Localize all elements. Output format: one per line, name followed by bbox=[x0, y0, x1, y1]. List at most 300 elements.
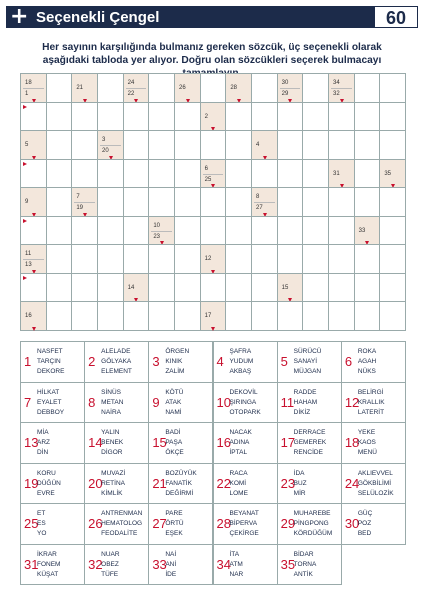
letter-cell[interactable] bbox=[97, 187, 124, 217]
letter-cell[interactable] bbox=[302, 301, 329, 331]
letter-cell[interactable] bbox=[148, 187, 175, 217]
option-word[interactable]: NÜKS bbox=[357, 368, 376, 375]
letter-cell[interactable] bbox=[148, 159, 175, 189]
option-word[interactable]: HİLKAT bbox=[37, 388, 60, 396]
letter-cell[interactable] bbox=[302, 130, 329, 160]
letter-cell[interactable] bbox=[200, 187, 227, 217]
letter-cell[interactable] bbox=[148, 273, 175, 303]
option-word[interactable]: BED bbox=[357, 530, 372, 537]
letter-cell[interactable] bbox=[174, 273, 201, 303]
letter-cell[interactable] bbox=[174, 159, 201, 189]
letter-cell[interactable] bbox=[123, 301, 150, 331]
clue-number: 28 bbox=[230, 85, 238, 91]
option-word[interactable]: SİNÜS bbox=[101, 388, 122, 396]
option-word[interactable]: SÜRÜCÜ bbox=[293, 348, 322, 355]
option-word[interactable]: KORU bbox=[37, 469, 56, 477]
option-word[interactable]: DEĞİRMİ bbox=[165, 489, 194, 497]
option-word[interactable]: İDA bbox=[293, 469, 305, 477]
option-word[interactable]: GEMEREK bbox=[293, 439, 327, 446]
letter-cell[interactable] bbox=[225, 301, 252, 331]
option-word[interactable]: GÖKBİLİMİ bbox=[357, 479, 392, 487]
clue-divider bbox=[151, 231, 172, 232]
clue-cell bbox=[277, 273, 304, 303]
clue-number: 17 bbox=[204, 313, 212, 320]
option-word[interactable]: MENÜ bbox=[357, 449, 377, 456]
right-arrow-icon bbox=[23, 105, 27, 109]
option-word[interactable]: LOME bbox=[229, 489, 248, 497]
letter-cell[interactable] bbox=[97, 102, 124, 132]
option-box bbox=[213, 382, 278, 424]
letter-cell[interactable] bbox=[277, 187, 304, 217]
option-word[interactable]: KÖRDÜĞÜM bbox=[293, 530, 333, 537]
option-word[interactable]: OTOPARK bbox=[229, 408, 261, 416]
option-number: 35 bbox=[280, 556, 296, 572]
option-word[interactable]: YALIN bbox=[101, 429, 120, 436]
letter-cell[interactable] bbox=[123, 102, 150, 132]
clue-cell bbox=[97, 130, 124, 160]
letter-cell[interactable] bbox=[97, 301, 124, 331]
letter-cell[interactable] bbox=[71, 159, 98, 189]
clue-cell bbox=[251, 187, 278, 217]
letter-cell[interactable] bbox=[200, 73, 227, 103]
clue-number: 9 bbox=[25, 199, 29, 206]
option-word[interactable]: ÖRGEN bbox=[165, 348, 190, 355]
option-word[interactable]: MÜJGAN bbox=[293, 368, 322, 375]
option-word[interactable]: İKRAR bbox=[37, 550, 57, 558]
clue-cell bbox=[174, 73, 201, 103]
letter-cell[interactable] bbox=[20, 102, 47, 132]
letter-cell[interactable] bbox=[379, 244, 406, 274]
letter-cell[interactable] bbox=[46, 102, 73, 132]
option-word[interactable]: HEMATOLOG bbox=[101, 520, 143, 527]
option-word[interactable]: NACAK bbox=[229, 429, 252, 436]
letter-cell[interactable] bbox=[71, 102, 98, 132]
letter-cell[interactable] bbox=[354, 102, 381, 132]
letter-cell[interactable] bbox=[328, 187, 355, 217]
letter-cell[interactable] bbox=[148, 301, 175, 331]
option-word[interactable]: LATERİT bbox=[357, 408, 385, 416]
option-word[interactable]: ATM bbox=[229, 560, 243, 568]
option-word[interactable]: BELİRGİ bbox=[357, 388, 384, 396]
option-number: 20 bbox=[88, 475, 103, 491]
option-number: 9 bbox=[152, 394, 160, 410]
option-word[interactable]: FEODALİTE bbox=[101, 530, 138, 537]
option-word[interactable]: ÖKÇE bbox=[165, 449, 184, 456]
option-number: 7 bbox=[24, 394, 32, 410]
down-arrow-icon bbox=[32, 327, 36, 331]
letter-cell[interactable] bbox=[123, 216, 150, 246]
option-word[interactable]: GÖLYAKA bbox=[101, 358, 132, 365]
option-word[interactable]: KÜŞAT bbox=[37, 570, 59, 578]
clue-cell bbox=[328, 159, 355, 189]
letter-cell[interactable] bbox=[328, 216, 355, 246]
clue-cell bbox=[20, 244, 47, 274]
letter-cell[interactable] bbox=[328, 102, 355, 132]
option-word[interactable]: NASFET bbox=[37, 348, 63, 355]
clue-divider bbox=[74, 202, 95, 203]
letter-cell[interactable] bbox=[123, 130, 150, 160]
letter-cell[interactable] bbox=[379, 187, 406, 217]
option-word[interactable]: POZ bbox=[357, 520, 372, 527]
letter-cell[interactable] bbox=[20, 273, 47, 303]
letter-cell[interactable] bbox=[277, 130, 304, 160]
clue-number: 33 bbox=[358, 227, 366, 234]
option-word[interactable]: ES bbox=[37, 520, 46, 527]
clue-number: 30 bbox=[281, 80, 289, 86]
option-word[interactable]: KAOS bbox=[357, 439, 376, 446]
letter-cell[interactable] bbox=[97, 159, 124, 189]
clue-number: 34 bbox=[333, 80, 340, 86]
option-word[interactable]: METAN bbox=[101, 398, 124, 406]
option-word[interactable]: RADDE bbox=[293, 388, 317, 396]
option-word[interactable]: YUDUM bbox=[229, 358, 254, 365]
letter-cell[interactable] bbox=[302, 73, 329, 103]
letter-cell[interactable] bbox=[97, 73, 124, 103]
option-word[interactable]: HAHAM bbox=[293, 398, 318, 406]
option-box bbox=[341, 503, 406, 545]
option-box bbox=[20, 503, 85, 545]
clue-cell bbox=[71, 73, 98, 103]
option-box bbox=[341, 382, 406, 424]
clue-cell bbox=[200, 102, 227, 132]
clue-cell bbox=[20, 130, 47, 160]
puzzle-title: Seçenekli Çengel bbox=[36, 9, 160, 26]
letter-cell[interactable] bbox=[148, 102, 175, 132]
option-word[interactable]: PAŞA bbox=[165, 439, 183, 446]
letter-cell[interactable] bbox=[123, 159, 150, 189]
option-word[interactable]: DİKİZ bbox=[293, 408, 311, 416]
letter-cell[interactable] bbox=[200, 273, 227, 303]
letter-cell[interactable] bbox=[71, 301, 98, 331]
clue-number: 26 bbox=[179, 85, 186, 91]
option-word[interactable]: ŞIRINGA bbox=[229, 398, 257, 406]
option-word[interactable]: ELEMENT bbox=[101, 368, 132, 375]
option-word[interactable]: EYALET bbox=[37, 398, 62, 406]
option-number: 29 bbox=[280, 516, 296, 532]
letter-cell[interactable] bbox=[174, 301, 201, 331]
clue-number: 25 bbox=[204, 176, 212, 183]
option-word[interactable]: TARÇIN bbox=[37, 358, 61, 365]
letter-cell[interactable] bbox=[354, 187, 381, 217]
option-box bbox=[84, 463, 149, 505]
option-word[interactable]: KOMİ bbox=[229, 479, 247, 487]
option-number: 4 bbox=[216, 354, 224, 370]
option-word[interactable]: NAMİ bbox=[165, 408, 182, 416]
option-word[interactable]: KÖTÜ bbox=[165, 388, 184, 396]
option-box bbox=[148, 503, 213, 545]
option-word[interactable]: PARE bbox=[165, 510, 183, 517]
option-word[interactable]: BADİ bbox=[165, 429, 181, 436]
option-box bbox=[277, 544, 342, 586]
option-word[interactable]: AGAH bbox=[357, 358, 377, 365]
letter-cell[interactable] bbox=[328, 244, 355, 274]
letter-cell[interactable] bbox=[251, 216, 278, 246]
option-box bbox=[277, 382, 342, 424]
option-word[interactable]: ROKA bbox=[357, 348, 377, 355]
option-word[interactable]: BENEK bbox=[101, 439, 124, 446]
letter-cell[interactable] bbox=[46, 130, 73, 160]
option-box bbox=[84, 341, 149, 383]
letter-cell[interactable] bbox=[379, 216, 406, 246]
option-word[interactable]: GÜÇ bbox=[357, 510, 373, 517]
letter-cell[interactable] bbox=[225, 130, 252, 160]
option-word[interactable]: NAR bbox=[229, 570, 244, 578]
clue-divider bbox=[203, 174, 224, 175]
clue-cell bbox=[200, 244, 227, 274]
option-number: 30 bbox=[344, 516, 360, 532]
clue-divider bbox=[331, 88, 352, 89]
clue-divider bbox=[23, 259, 44, 260]
letter-cell[interactable] bbox=[148, 244, 175, 274]
option-word[interactable]: DİN bbox=[37, 449, 49, 456]
option-word[interactable]: RETİNA bbox=[101, 479, 125, 487]
option-word[interactable]: FONEM bbox=[37, 560, 61, 568]
letter-cell[interactable] bbox=[46, 244, 73, 274]
letter-cell[interactable] bbox=[200, 130, 227, 160]
clue-number: 12 bbox=[204, 256, 212, 263]
letter-cell[interactable] bbox=[225, 216, 252, 246]
option-number: 15 bbox=[152, 435, 167, 451]
option-word[interactable]: DEBBOY bbox=[37, 408, 65, 416]
letter-cell[interactable] bbox=[97, 273, 124, 303]
letter-cell[interactable] bbox=[302, 187, 329, 217]
option-word[interactable]: RENCİDE bbox=[293, 449, 323, 456]
option-word[interactable]: NAİ bbox=[165, 550, 177, 558]
option-word[interactable]: YO bbox=[37, 530, 47, 537]
option-word[interactable]: BEYANAT bbox=[229, 510, 259, 517]
letter-cell[interactable] bbox=[200, 216, 227, 246]
letter-cell[interactable] bbox=[379, 273, 406, 303]
letter-cell[interactable] bbox=[71, 216, 98, 246]
option-word[interactable]: DEKORE bbox=[37, 368, 65, 375]
letter-cell[interactable] bbox=[174, 244, 201, 274]
letter-cell[interactable] bbox=[225, 102, 252, 132]
letter-cell[interactable] bbox=[328, 301, 355, 331]
letter-cell[interactable] bbox=[354, 244, 381, 274]
option-box bbox=[277, 422, 342, 464]
clue-number: 35 bbox=[384, 170, 392, 177]
option-word[interactable]: YEKE bbox=[357, 429, 376, 436]
option-word[interactable]: MİR bbox=[293, 489, 306, 497]
option-box bbox=[20, 341, 85, 383]
letter-cell[interactable] bbox=[379, 130, 406, 160]
letter-cell[interactable] bbox=[354, 159, 381, 189]
option-number: 8 bbox=[88, 394, 96, 410]
letter-cell[interactable] bbox=[328, 273, 355, 303]
letter-cell[interactable] bbox=[46, 73, 73, 103]
option-word[interactable]: SANAYİ bbox=[293, 358, 318, 365]
letter-cell[interactable] bbox=[277, 102, 304, 132]
clue-number: 14 bbox=[127, 284, 135, 291]
option-number: 17 bbox=[280, 435, 296, 451]
option-box bbox=[213, 422, 278, 464]
letter-cell[interactable] bbox=[71, 273, 98, 303]
letter-cell[interactable] bbox=[302, 159, 329, 189]
letter-cell[interactable] bbox=[46, 216, 73, 246]
option-word[interactable]: DÜĞÜN bbox=[37, 479, 61, 487]
letter-cell[interactable] bbox=[174, 102, 201, 132]
clue-number: 21 bbox=[76, 85, 84, 91]
clue-cell bbox=[20, 73, 47, 103]
option-word[interactable]: AKLIEVVEL bbox=[357, 469, 393, 477]
clue-cell bbox=[20, 301, 47, 331]
letter-cell[interactable] bbox=[71, 244, 98, 274]
option-word[interactable]: TORNA bbox=[293, 560, 317, 568]
option-word[interactable]: PİNGPONG bbox=[293, 520, 329, 527]
option-word[interactable]: BUZ bbox=[293, 479, 307, 487]
option-word[interactable]: ALELADE bbox=[101, 348, 131, 355]
option-word[interactable]: NUAR bbox=[101, 550, 120, 558]
option-word[interactable]: EŞEK bbox=[165, 530, 183, 537]
option-word[interactable]: MİA bbox=[37, 429, 49, 436]
puzzle-grid bbox=[20, 73, 405, 330]
letter-cell[interactable] bbox=[251, 102, 278, 132]
option-word[interactable]: BİDAR bbox=[293, 550, 314, 558]
letter-cell[interactable] bbox=[277, 159, 304, 189]
clue-number: 3 bbox=[102, 137, 106, 144]
letter-cell[interactable] bbox=[123, 244, 150, 274]
option-word[interactable]: AKBAŞ bbox=[229, 368, 252, 375]
option-word[interactable]: SELÜLOZİK bbox=[357, 489, 394, 497]
letter-cell[interactable] bbox=[354, 273, 381, 303]
clue-cell bbox=[200, 301, 227, 331]
clue-number: 29 bbox=[281, 91, 289, 97]
clue-cell bbox=[123, 273, 150, 303]
letter-cell[interactable] bbox=[328, 130, 355, 160]
option-word[interactable]: EVRE bbox=[37, 489, 55, 497]
option-word[interactable]: ARZ bbox=[37, 439, 50, 446]
letter-cell[interactable] bbox=[46, 159, 73, 189]
letter-cell[interactable] bbox=[20, 216, 47, 246]
letter-cell[interactable] bbox=[46, 187, 73, 217]
option-word[interactable]: ANTRENMAN bbox=[101, 510, 143, 517]
letter-cell[interactable] bbox=[225, 159, 252, 189]
letter-cell[interactable] bbox=[97, 216, 124, 246]
option-word[interactable]: ÖRTÜ bbox=[165, 520, 184, 527]
clue-number: 18 bbox=[25, 80, 32, 86]
option-word[interactable]: ANİ bbox=[165, 560, 177, 568]
option-word[interactable]: ADINA bbox=[229, 439, 250, 446]
clue-number: 22 bbox=[127, 91, 135, 97]
option-word[interactable]: ÇEKİRGE bbox=[229, 530, 259, 537]
clue-number: 7 bbox=[76, 194, 80, 201]
option-word[interactable]: OBEZ bbox=[101, 560, 119, 568]
letter-cell[interactable] bbox=[277, 244, 304, 274]
option-box bbox=[84, 503, 149, 545]
clue-cell bbox=[328, 73, 355, 103]
letter-cell[interactable] bbox=[148, 73, 175, 103]
option-word[interactable]: İTA bbox=[229, 550, 240, 558]
option-word[interactable]: ZALİM bbox=[165, 368, 185, 375]
letter-cell[interactable] bbox=[174, 216, 201, 246]
letter-cell[interactable] bbox=[174, 130, 201, 160]
option-number: 19 bbox=[24, 475, 39, 491]
letter-cell[interactable] bbox=[379, 73, 406, 103]
clue-divider bbox=[100, 145, 121, 146]
option-word[interactable]: NAİRA bbox=[101, 408, 122, 416]
option-word[interactable]: KİMLİK bbox=[101, 489, 123, 497]
option-number: 33 bbox=[152, 556, 167, 572]
clue-divider bbox=[126, 88, 147, 89]
option-word[interactable]: İPTAL bbox=[229, 449, 248, 456]
letter-cell[interactable] bbox=[20, 159, 47, 189]
clue-number: 20 bbox=[102, 148, 109, 155]
option-box bbox=[20, 382, 85, 424]
clue-number: 23 bbox=[153, 233, 161, 240]
letter-cell[interactable] bbox=[251, 73, 278, 103]
letter-cell[interactable] bbox=[302, 244, 329, 274]
letter-cell[interactable] bbox=[174, 187, 201, 217]
option-word[interactable]: İDE bbox=[165, 570, 177, 578]
letter-cell[interactable] bbox=[123, 187, 150, 217]
letter-cell[interactable] bbox=[302, 216, 329, 246]
letter-cell[interactable] bbox=[302, 102, 329, 132]
option-box bbox=[84, 422, 149, 464]
right-arrow-icon bbox=[23, 276, 27, 280]
option-word[interactable]: MUVAZİ bbox=[101, 469, 126, 477]
letter-cell[interactable] bbox=[354, 73, 381, 103]
option-number: 31 bbox=[24, 556, 39, 572]
letter-cell[interactable] bbox=[379, 301, 406, 331]
option-number: 21 bbox=[152, 475, 167, 491]
letter-cell[interactable] bbox=[251, 301, 278, 331]
option-word[interactable]: KRALLIK bbox=[357, 398, 385, 406]
option-word[interactable]: KINIK bbox=[165, 358, 183, 365]
letter-cell[interactable] bbox=[251, 244, 278, 274]
option-word[interactable]: ŞAFRA bbox=[229, 348, 252, 355]
clue-divider bbox=[23, 88, 44, 89]
option-number: 27 bbox=[152, 516, 167, 532]
option-word[interactable]: DİGOR bbox=[101, 449, 123, 456]
letter-cell[interactable] bbox=[225, 187, 252, 217]
option-word[interactable]: TÜFE bbox=[101, 570, 119, 578]
option-word[interactable]: FANATİK bbox=[165, 479, 192, 487]
option-word[interactable]: DERRACE bbox=[293, 429, 326, 436]
option-box bbox=[277, 341, 342, 383]
option-word[interactable]: DEKOVİL bbox=[229, 388, 258, 396]
letter-cell[interactable] bbox=[354, 301, 381, 331]
option-number: 2 bbox=[88, 354, 96, 370]
letter-cell[interactable] bbox=[277, 301, 304, 331]
letter-cell[interactable] bbox=[277, 216, 304, 246]
letter-cell[interactable] bbox=[225, 273, 252, 303]
letter-cell[interactable] bbox=[46, 273, 73, 303]
letter-cell[interactable] bbox=[302, 273, 329, 303]
option-word[interactable]: MUHAREBE bbox=[293, 510, 331, 517]
letter-cell[interactable] bbox=[46, 301, 73, 331]
option-number: 16 bbox=[216, 435, 231, 451]
letter-cell[interactable] bbox=[354, 130, 381, 160]
option-number: 28 bbox=[216, 516, 231, 532]
letter-cell[interactable] bbox=[251, 159, 278, 189]
option-box bbox=[213, 503, 278, 545]
letter-cell[interactable] bbox=[251, 273, 278, 303]
letter-cell[interactable] bbox=[71, 130, 98, 160]
clue-number: 32 bbox=[333, 91, 340, 97]
letter-cell[interactable] bbox=[225, 244, 252, 274]
letter-cell[interactable] bbox=[379, 102, 406, 132]
right-arrow-icon bbox=[23, 162, 27, 166]
option-word[interactable]: ATAK bbox=[165, 398, 182, 406]
option-word[interactable]: BİPERVA bbox=[229, 520, 258, 527]
option-word[interactable]: RACA bbox=[229, 469, 248, 477]
clue-number: 16 bbox=[25, 313, 32, 320]
letter-cell[interactable] bbox=[148, 130, 175, 160]
option-word[interactable]: ET bbox=[37, 510, 46, 517]
option-word[interactable]: BOZÜYÜK bbox=[165, 469, 197, 477]
letter-cell[interactable] bbox=[97, 244, 124, 274]
option-word[interactable]: ANTİK bbox=[293, 570, 313, 578]
